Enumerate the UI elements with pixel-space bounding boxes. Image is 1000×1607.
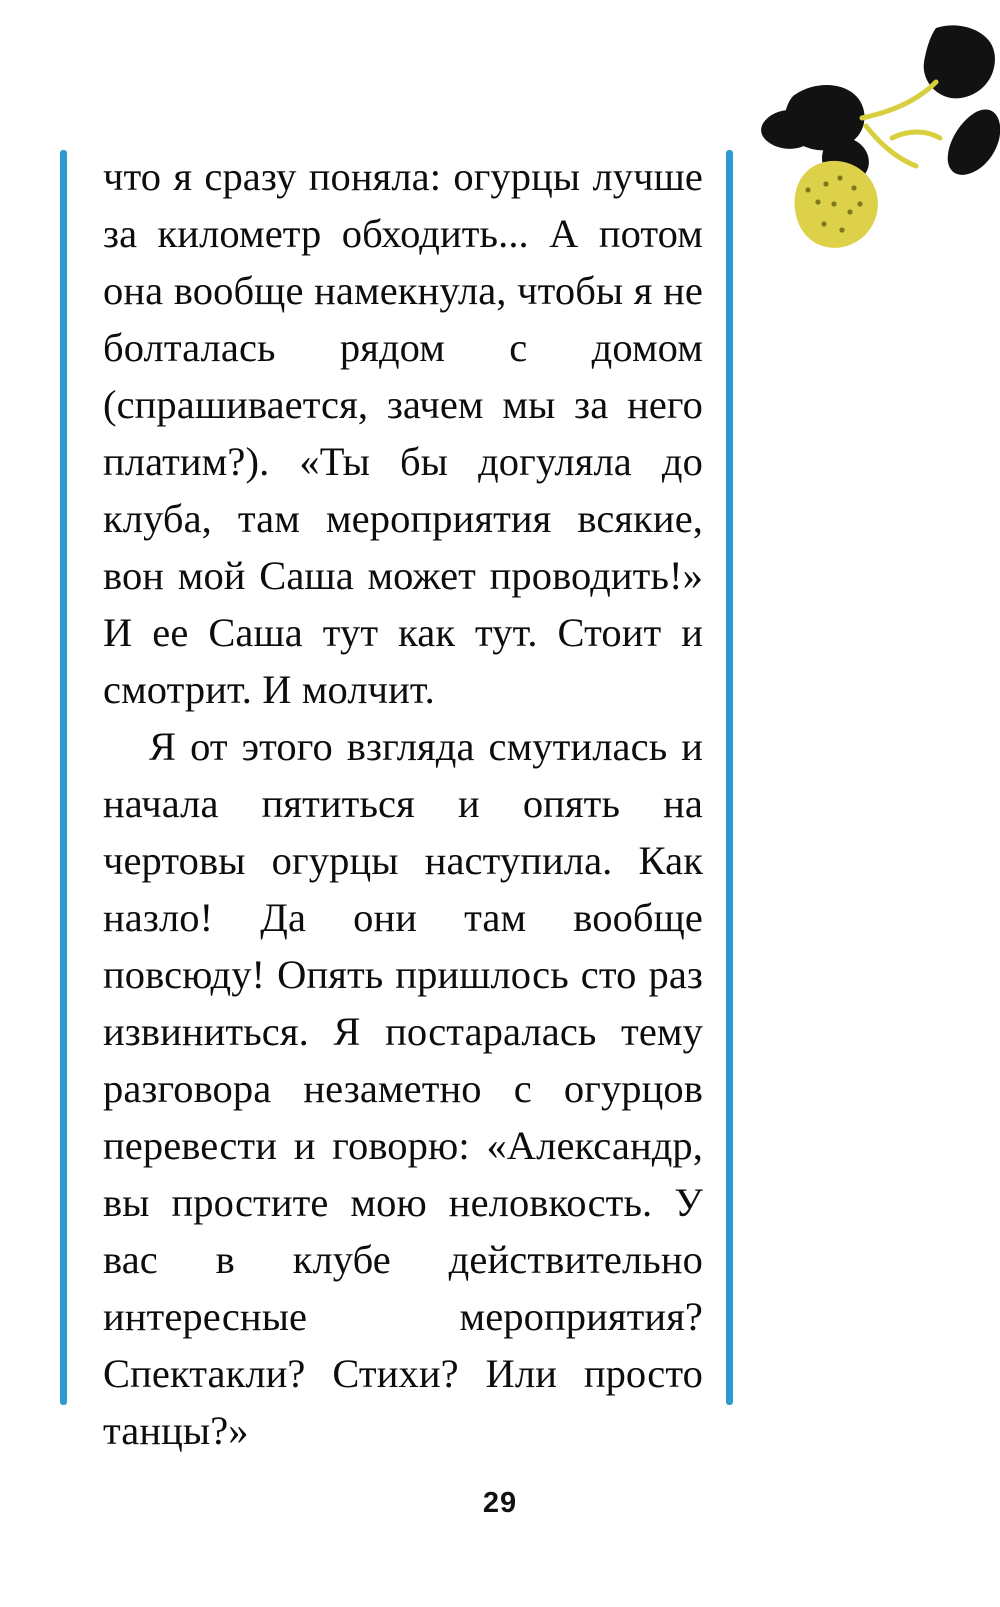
paragraph: что я сразу поняла: огурцы лучше за километр обходить... А потом она вообще намекнула, чтобы я не болталась рядом с домом (спрашивается, зачем мы за него платим?). «Ты бы догуляла до клуба, там мероприятия всякие, вон мой Саша может проводить!» И ее Саша тут как тут. Стоит и смотрит. И молчит.: [103, 154, 703, 712]
page-number: 29: [482, 1487, 518, 1519]
paragraph: Я от этого взгляда смутилась и начала пятиться и опять на чертовы огурцы наступила. Как назло! Да они там вообще повсюду! Опять пришлось сто раз извиниться. Я постаралась тему разговора незаметно с огурцов перевести и говорю: «Александр, вы простите мою неловкость. У вас в клубе действительно интересные мероприятия? Спектакли? Стихи? Или просто танцы?»: [103, 724, 703, 1453]
decorative-rule-left: [60, 150, 67, 1405]
body-text-column: [103, 148, 703, 1459]
cucumber-plant-illustration: [740, 20, 1000, 290]
decorative-rule-right: [726, 150, 733, 1405]
